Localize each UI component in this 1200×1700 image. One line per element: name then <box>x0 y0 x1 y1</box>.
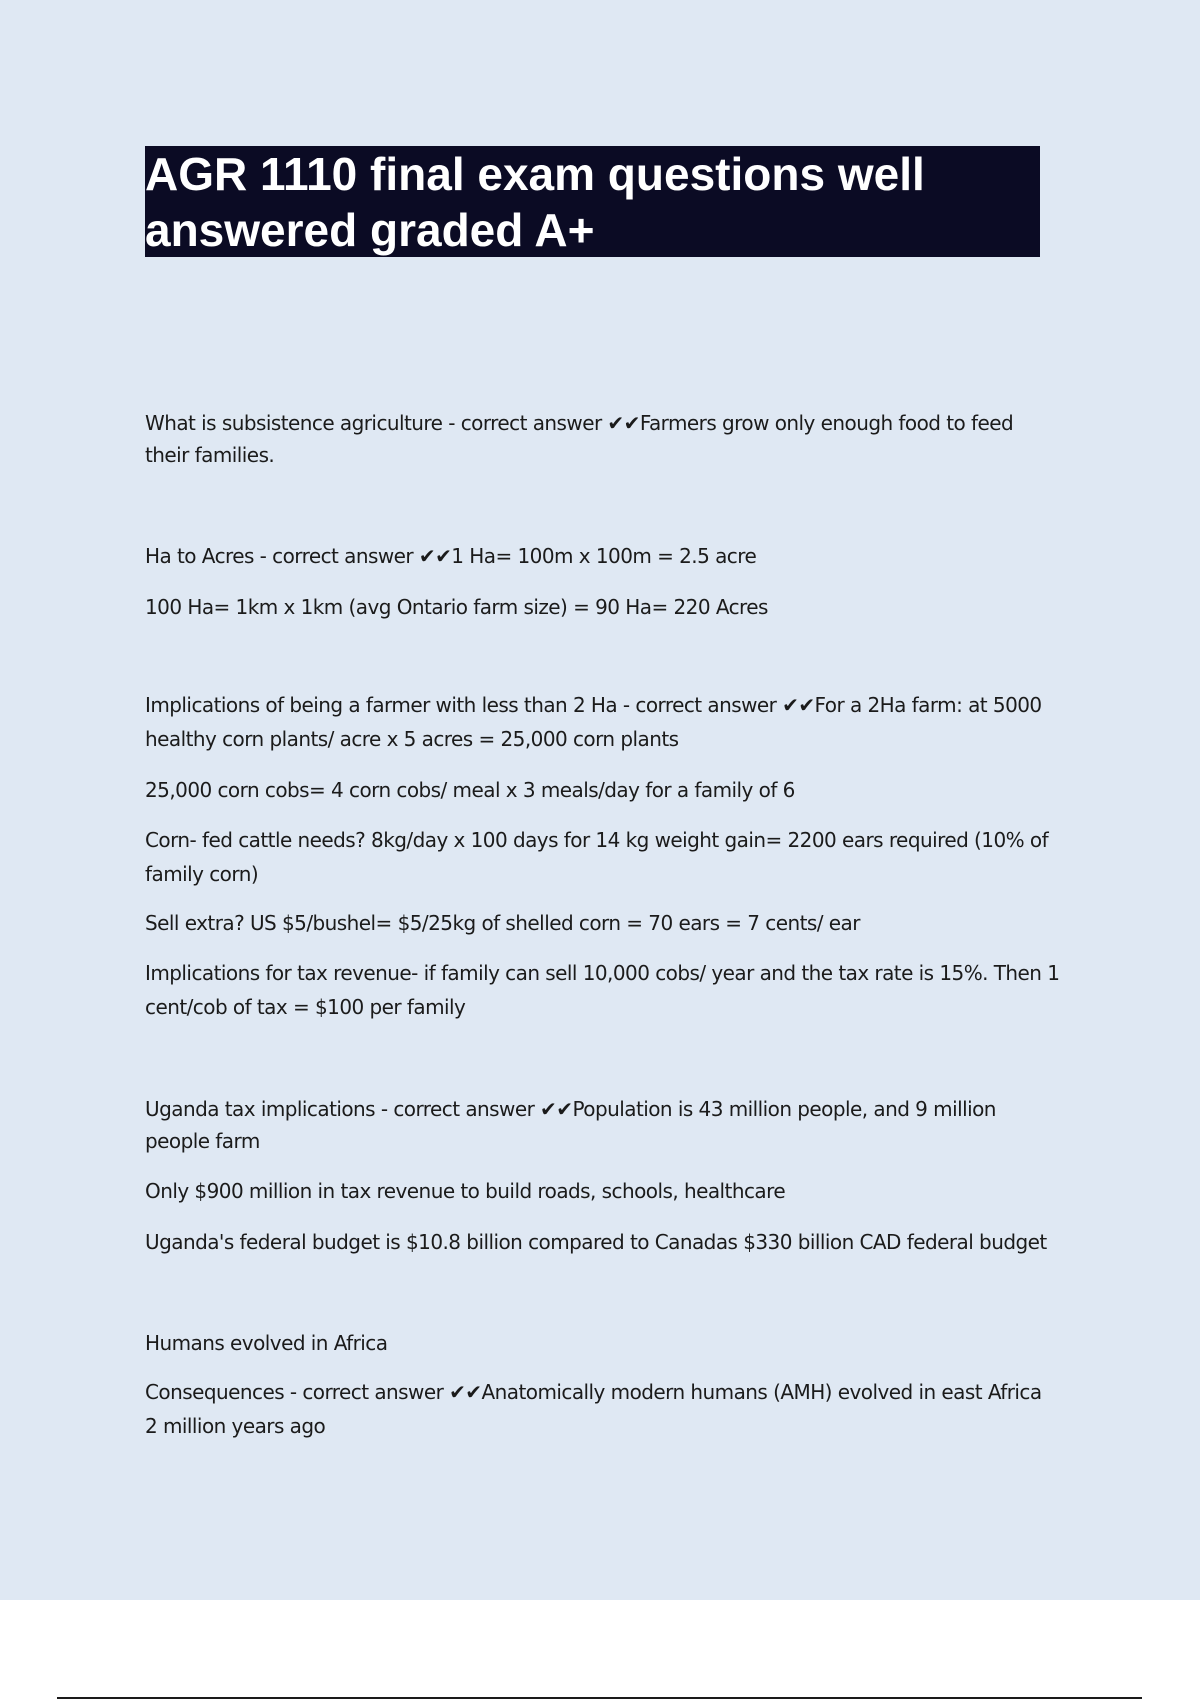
qa-ha-acres-detail: 100 Ha= 1km x 1km (avg Ontario farm size) = 90 Ha= 220 Acres <box>145 595 768 619</box>
qa-uganda-question: Uganda tax implications - correct answer ✔✔Population is 43 million people, and 9 million <box>145 1097 996 1121</box>
qa-humans-heading: Humans evolved in Africa <box>145 1331 388 1355</box>
qa-ha-acres: Ha to Acres - correct answer ✔✔1 Ha= 100m x 100m = 2.5 acre <box>145 544 757 568</box>
footer-divider <box>57 1697 1142 1699</box>
qa-implications-cattle-cont: family corn) <box>145 862 259 886</box>
qa-implications-cobs: 25,000 corn cobs= 4 corn cobs/ meal x 3 meals/day for a family of 6 <box>145 778 795 802</box>
title-line-2: answered graded A+ <box>145 204 595 256</box>
qa-subsistence-question: What is subsistence agriculture - correct answer ✔✔Farmers grow only enough food to feed <box>145 411 1014 435</box>
document-title <box>145 146 1040 257</box>
qa-uganda-budget: Uganda's federal budget is $10.8 billion compared to Canadas $330 billion CAD federal budget <box>145 1230 1047 1254</box>
qa-consequences-cont: 2 million years ago <box>145 1414 326 1438</box>
qa-implications-question: Implications of being a farmer with less than 2 Ha - correct answer ✔✔For a 2Ha farm: at 5000 <box>145 693 1042 717</box>
qa-subsistence-answer-cont: their families. <box>145 443 275 467</box>
qa-implications-tax: Implications for tax revenue- if family can sell 10,000 cobs/ year and the tax rate is 15%. Then 1 <box>145 961 1060 985</box>
qa-uganda-cont: people farm <box>145 1129 260 1153</box>
qa-implications-cattle: Corn- fed cattle needs? 8kg/day x 100 days for 14 kg weight gain= 2200 ears required (10% of <box>145 828 1049 852</box>
qa-consequences-question: Consequences - correct answer ✔✔Anatomically modern humans (AMH) evolved in east Africa <box>145 1380 1042 1404</box>
qa-implications-tax-cont: cent/cob of tax = $100 per family <box>145 995 466 1019</box>
qa-uganda-revenue: Only $900 million in tax revenue to build roads, schools, healthcare <box>145 1179 786 1203</box>
qa-implications-cont: healthy corn plants/ acre x 5 acres = 25,000 corn plants <box>145 727 679 751</box>
qa-implications-sell: Sell extra? US $5/bushel= $5/25kg of shelled corn = 70 ears = 7 cents/ ear <box>145 911 860 935</box>
title-line-1: AGR 1110 final exam questions well <box>145 148 925 200</box>
